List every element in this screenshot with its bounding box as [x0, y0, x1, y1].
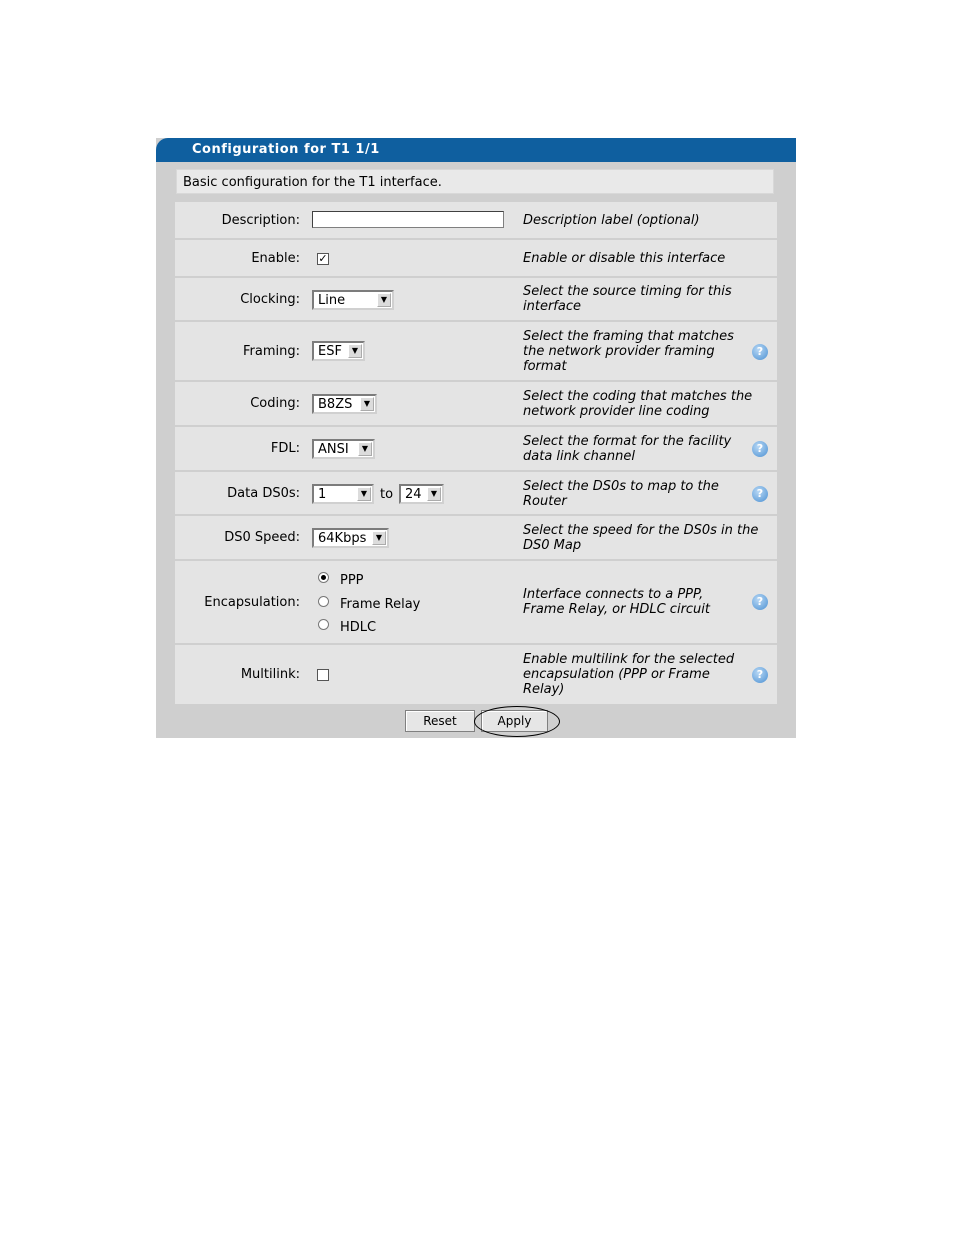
- chevron-down-icon[interactable]: ▼: [427, 487, 441, 501]
- clocking-select[interactable]: [312, 290, 394, 310]
- framing-value: ESF: [318, 344, 342, 359]
- ds0-speed-help-text: Select the speed for the DS0s in the DS0 Map: [523, 523, 759, 553]
- encapsulation-label: Encapsulation:: [204, 595, 300, 610]
- encapsulation-radio-hdlc[interactable]: [318, 619, 329, 630]
- enable-help-text: Enable or disable this interface: [523, 251, 726, 266]
- encapsulation-option-hdlc: HDLC: [340, 620, 377, 635]
- data-ds0s-from-select[interactable]: [312, 484, 374, 504]
- data-ds0s-label: Data DS0s:: [227, 486, 300, 501]
- data-ds0s-to-label: to: [380, 487, 394, 502]
- encapsulation-help-text: Interface connects to a PPP, Frame Relay, or HDLC circuit: [523, 587, 711, 617]
- clocking-help-text: Select the source timing for this interface: [523, 284, 732, 314]
- data-ds0s-to-value: 24: [405, 487, 422, 502]
- help-icon[interactable]: ?: [752, 441, 768, 457]
- multilink-label: Multilink:: [240, 667, 300, 682]
- ds0-speed-select[interactable]: [312, 528, 389, 548]
- row-description: [175, 202, 777, 240]
- coding-select[interactable]: [312, 394, 377, 414]
- fdl-value: ANSI: [318, 442, 349, 457]
- row-multilink: [175, 645, 777, 704]
- framing-help-text: Select the framing that matches the network provider framing format: [523, 329, 734, 374]
- fdl-help-text: Select the format for the facility data link channel: [523, 434, 732, 464]
- row-clocking: [175, 278, 777, 322]
- clocking-label: Clocking:: [240, 292, 300, 307]
- chevron-down-icon[interactable]: ▼: [357, 487, 371, 501]
- help-icon[interactable]: ?: [752, 486, 768, 502]
- row-data-ds0s: [175, 472, 777, 516]
- config-panel: [156, 138, 796, 738]
- encapsulation-radio-frame-relay[interactable]: [318, 596, 329, 607]
- multilink-checkbox[interactable]: [317, 669, 329, 681]
- intro-box: [176, 169, 774, 194]
- page-title: Configuration for T1 1/1: [192, 142, 380, 157]
- enable-label: Enable:: [251, 251, 300, 266]
- help-icon[interactable]: ?: [752, 344, 768, 360]
- description-help-text: Description label (optional): [523, 213, 700, 228]
- description-input[interactable]: [312, 211, 504, 228]
- framing-select[interactable]: [312, 341, 365, 361]
- title-bar: [156, 138, 796, 162]
- chevron-down-icon[interactable]: ▼: [372, 531, 386, 545]
- reset-button[interactable]: Reset: [405, 710, 475, 732]
- multilink-help-text: Enable multilink for the selected encapsulation (PPP or Frame Relay): [523, 652, 735, 697]
- chevron-down-icon[interactable]: ▼: [377, 293, 391, 307]
- encapsulation-option-frame-relay: Frame Relay: [340, 597, 421, 612]
- clocking-value: Line: [318, 293, 346, 308]
- ds0-speed-label: DS0 Speed:: [224, 530, 300, 545]
- apply-button[interactable]: Apply: [481, 710, 548, 732]
- row-framing: [175, 322, 777, 382]
- row-coding: [175, 382, 777, 427]
- fdl-select[interactable]: [312, 439, 375, 459]
- chevron-down-icon[interactable]: ▼: [360, 397, 374, 411]
- ds0-speed-value: 64Kbps: [318, 531, 367, 546]
- intro-text: Basic configuration for the T1 interface.: [183, 175, 442, 190]
- help-icon[interactable]: ?: [752, 594, 768, 610]
- highlight-oval: [474, 706, 560, 737]
- encapsulation-radio-ppp[interactable]: [318, 572, 329, 583]
- framing-label: Framing:: [243, 344, 300, 359]
- data-ds0s-help-text: Select the DS0s to map to the Router: [523, 479, 719, 509]
- row-ds0-speed: [175, 516, 777, 561]
- data-ds0s-to-select[interactable]: [399, 484, 444, 504]
- config-form: [175, 202, 777, 704]
- help-icon[interactable]: ?: [752, 667, 768, 683]
- enable-checkbox[interactable]: ✓: [318, 252, 328, 265]
- chevron-down-icon[interactable]: ▼: [358, 442, 372, 456]
- coding-label: Coding:: [250, 396, 300, 411]
- coding-help-text: Select the coding that matches the network provider line coding: [523, 389, 753, 419]
- fdl-label: FDL:: [270, 441, 300, 456]
- coding-value: B8ZS: [318, 397, 353, 412]
- data-ds0s-from-value: 1: [318, 487, 327, 502]
- description-label: Description:: [221, 213, 300, 228]
- row-fdl: [175, 427, 777, 472]
- chevron-down-icon[interactable]: ▼: [348, 344, 362, 358]
- row-enable: [175, 240, 777, 278]
- row-encapsulation: [175, 561, 777, 645]
- encapsulation-option-ppp: PPP: [340, 573, 364, 588]
